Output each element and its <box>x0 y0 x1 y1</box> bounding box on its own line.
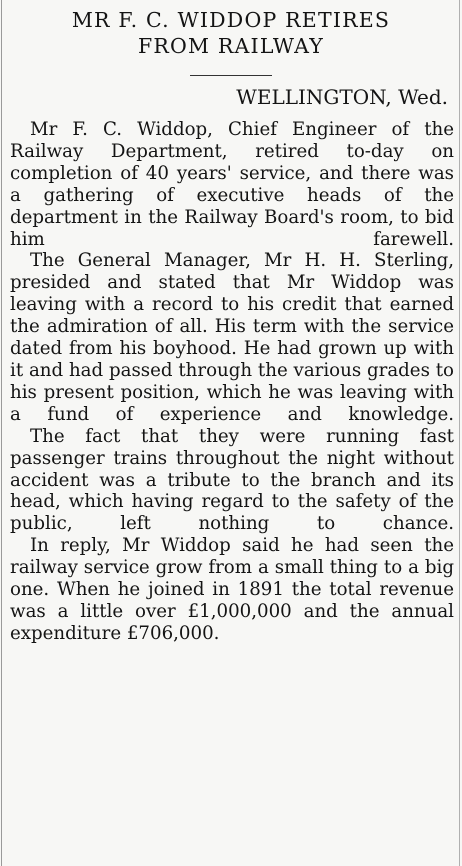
headline-line-1: MR F. C. WIDDOP RETIRES <box>71 8 391 32</box>
paragraph-4: In reply, Mr Widdop said he had seen the railway service grow from a small thing to a big one. When he joined in 1891 the total revenue was a little over £1,000,000 and the annual expenditure £706,000. <box>10 535 454 644</box>
paragraph-3: The fact that they were running fast passenger trains throughout the night without accident was a tribute to the branch and its head, which having regard to the safety of the public, left nothing to chance. <box>10 425 454 535</box>
headline <box>0 7 462 59</box>
dateline: WELLINGTON, Wed. <box>236 85 448 109</box>
headline-line-2: FROM RAILWAY <box>137 34 325 58</box>
left-border-line <box>1 0 2 866</box>
headline-rule <box>190 75 272 76</box>
paragraph-1: Mr F. C. Widdop, Chief Engineer of the Railway Department, retired to-day on completion of 40 years' service, and there was a gathering of executive heads of the department in the Railway Board's room, to bid him farewell. <box>10 119 454 250</box>
right-border-line <box>459 0 460 866</box>
paragraph-2: The General Manager, Mr H. H. Sterling, presided and stated that Mr Widdop was leaving with a record to his credit that earned the admiration of all. His term with the service dated from his boyhood. He had grown up with it and had passed through the various grades to his present position, which he was leaving with a fund of experience and knowledge. <box>10 250 454 425</box>
article-body <box>10 119 454 645</box>
